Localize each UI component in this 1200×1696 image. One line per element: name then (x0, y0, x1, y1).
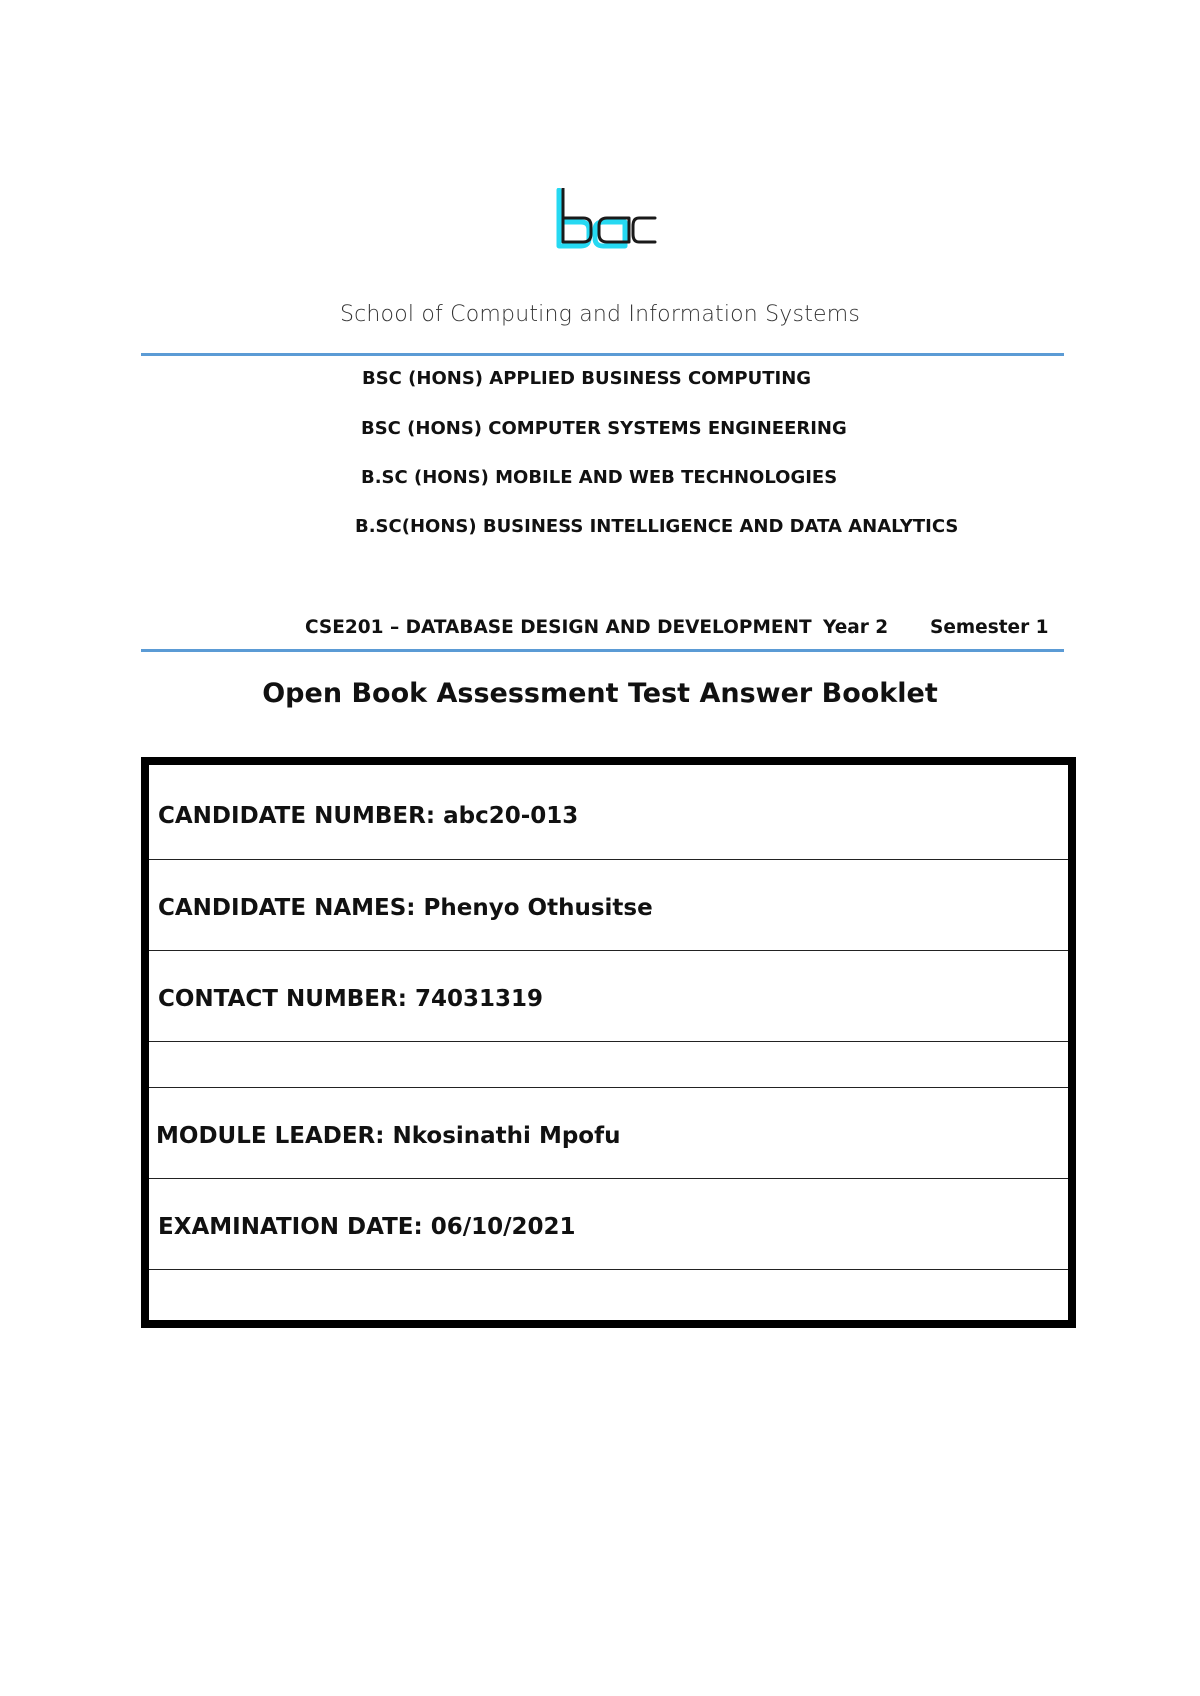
field-value: abc20-013 (443, 803, 579, 829)
info-row-contact-number (149, 951, 1068, 1042)
field-label: CANDIDATE NAMES: (158, 895, 416, 921)
header-divider (141, 353, 1064, 356)
school-name: School of Computing and Information Systems (339, 302, 861, 327)
field-value: 06/10/2021 (430, 1214, 576, 1240)
module-divider (141, 649, 1064, 652)
bac-logo (553, 188, 657, 252)
programme-1: BSC (HONS) APPLIED BUSINESS COMPUTING (362, 368, 812, 389)
programme-4: B.SC(HONS) BUSINESS INTELLIGENCE AND DATA ANALYTICS (355, 516, 959, 537)
field-label: CANDIDATE NUMBER: (158, 803, 436, 829)
field-value: Phenyo Othusitse (423, 895, 653, 921)
field-label: MODULE LEADER: (156, 1123, 385, 1149)
module-code-title: CSE201 – DATABASE DESIGN AND DEVELOPMENT (305, 617, 812, 638)
candidate-info-box (141, 757, 1076, 1328)
info-row-blank (149, 1042, 1068, 1088)
info-row-module-leader (149, 1088, 1068, 1179)
programme-3: B.SC (HONS) MOBILE AND WEB TECHNOLOGIES (361, 467, 838, 488)
module-year: Year 2 (823, 617, 889, 638)
info-row-examination-date (149, 1179, 1068, 1270)
info-row-blank-bottom (149, 1270, 1068, 1320)
field-label: CONTACT NUMBER: (158, 986, 407, 1012)
field-label: EXAMINATION DATE: (158, 1214, 423, 1240)
programme-2: BSC (HONS) COMPUTER SYSTEMS ENGINEERING (361, 418, 847, 439)
field-value: Nkosinathi Mpofu (392, 1123, 621, 1149)
field-value: 74031319 (414, 986, 543, 1012)
info-row-candidate-names (149, 860, 1068, 951)
info-row-candidate-number (149, 765, 1068, 860)
booklet-title: Open Book Assessment Test Answer Booklet (262, 678, 938, 709)
module-semester: Semester 1 (930, 617, 1049, 638)
